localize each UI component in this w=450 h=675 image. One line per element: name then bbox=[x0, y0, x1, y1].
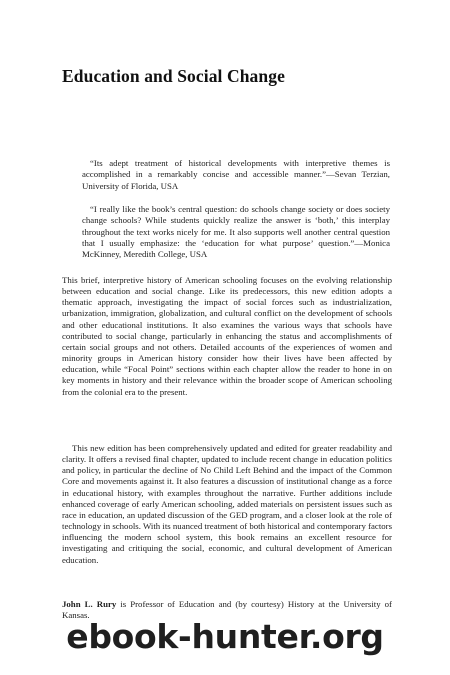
endorsement-quote: “Its adept treatment of historical developments with interpretive themes is accomplished in a remarkably concise and accessible manner.”—Sevan Terzian, University of Florida, USA bbox=[82, 158, 390, 191]
watermark: ebook-hunter.org bbox=[66, 617, 384, 656]
description-paragraph: This brief, interpretive history of American schooling focuses on the evolving relationship between education and social change. Like its predecessors, this new edition adopts a thematic approach, investigating the impact of social forces such as industrialization, urbanization, immigration, globalization, and cultural conflict on the development of schools and other educational institutions. It also examines the various ways that schools have contributed to social change, particularly in enhancing the status and accomplishments of certain social groups and not others. Detailed accounts of the experiences of women and minority groups in American history consider how their lives have been affected by education, while “Focal Point” sections within each chapter allow the reader to hone in on key moments in history and their relevance within the broader scope of American schooling from the colonial era to the present. bbox=[62, 275, 392, 397]
author-name: John L. Rury bbox=[62, 599, 117, 609]
endorsement-quote: “I really like the book’s central question: do schools change society or does society change schools? While students quickly realize the answer is ‘both,’ this interplay throughout the text works nicely for me. It also supports well another central question that I usually emphasize: the ‘education for what purpose’ question.”—Monica McKinney, Meredith College, USA bbox=[82, 204, 390, 260]
author-bio-text: is Professor of Education and (by courtesy) History at the University of Kansas. bbox=[62, 599, 392, 621]
page-title: Education and Social Change bbox=[62, 66, 285, 86]
description-paragraph: This new edition has been comprehensively updated and edited for greater readability and clarity. It offers a revised final chapter, updated to include recent change in education politics and policy, in particular the decline of No Child Left Behind and the impact of the Common Core and movements against it. It also features a discussion of institutional change as a force in educational history, with examples throughout the narrative. Further additions include enhanced coverage of early American schooling, added materials on persistent issues such as race in education, an updated discussion of the GED program, and a closer look at the role of technology in schools. With its nuanced treatment of both historical and contemporary factors influencing the modern school system, this book remains an excellent resource for investigating and critiquing the social, economic, and cultural development of American education. bbox=[62, 443, 393, 565]
